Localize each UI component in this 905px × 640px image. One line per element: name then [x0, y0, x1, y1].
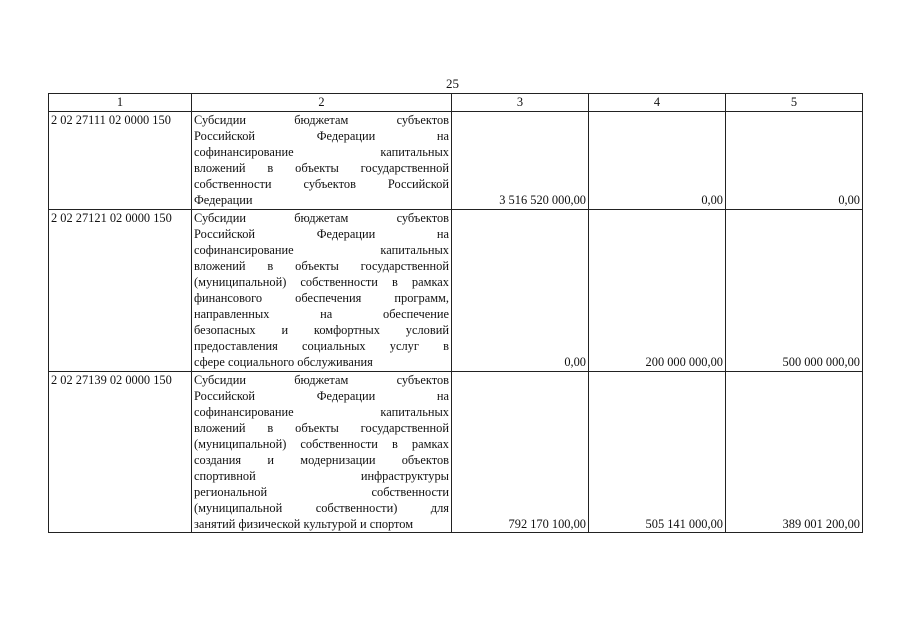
- amount-col3: 3 516 520 000,00: [452, 112, 589, 210]
- income-name: [192, 209, 452, 371]
- income-name-line: вложений в объекты государственной: [194, 258, 449, 273]
- table-row: [49, 209, 863, 371]
- income-name-line: (муниципальной) собственности в рамках: [194, 274, 449, 289]
- income-name-line: Российской Федерации на: [194, 388, 449, 403]
- budget-code: 2 02 27139 02 0000 150: [49, 371, 192, 533]
- income-name-line: направленных на обеспечение: [194, 307, 449, 322]
- income-name-line: Российской Федерации на: [194, 129, 449, 144]
- income-name-line: (муниципальной собственности) для: [194, 501, 449, 516]
- income-name-line: собственности субъектов Российской: [194, 177, 449, 192]
- income-name-line: Субсидии бюджетам субъектов: [194, 210, 449, 225]
- income-name-line: Федерации: [194, 193, 253, 208]
- amount-col3: 0,00: [452, 209, 589, 371]
- amount-col3: 792 170 100,00: [452, 371, 589, 533]
- table-header-row: [49, 94, 863, 112]
- budget-table: [48, 93, 863, 533]
- income-name-line: (муниципальной) собственности в рамках: [194, 436, 449, 451]
- budget-code: 2 02 27121 02 0000 150: [49, 209, 192, 371]
- income-name-line: Субсидии бюджетам субъектов: [194, 372, 449, 387]
- income-name-line: софинансирование капитальных: [194, 404, 449, 419]
- income-name-line: вложений в объекты государственной: [194, 420, 449, 435]
- income-name-line: Субсидии бюджетам субъектов: [194, 113, 449, 127]
- income-name: [192, 371, 452, 533]
- amount-col4: 200 000 000,00: [589, 209, 726, 371]
- income-name-line: софинансирование капитальных: [194, 145, 449, 160]
- amount-col4: 0,00: [589, 112, 726, 210]
- column-header: 5: [726, 94, 863, 112]
- amount-col5: 500 000 000,00: [726, 209, 863, 371]
- amount-col5: 0,00: [726, 112, 863, 210]
- amount-col4: 505 141 000,00: [589, 371, 726, 533]
- amount-col5: 389 001 200,00: [726, 371, 863, 533]
- income-name-line: предоставления социальных услуг в: [194, 339, 449, 354]
- income-name-line: занятий физической культурой и спортом: [194, 517, 414, 532]
- income-name-line: софинансирование капитальных: [194, 242, 449, 257]
- income-name-line: спортивной инфраструктуры: [194, 469, 449, 484]
- income-name-line: вложений в объекты государственной: [194, 161, 449, 176]
- income-name-line: Российской Федерации на: [194, 226, 449, 241]
- page-number: 25: [446, 76, 459, 91]
- budget-code: 2 02 27111 02 0000 150: [49, 112, 192, 210]
- column-header: 3: [452, 94, 589, 112]
- income-name-line: региональной собственности: [194, 485, 449, 500]
- column-header: 4: [589, 94, 726, 112]
- column-header: 1: [49, 94, 192, 112]
- table-row: [49, 371, 863, 533]
- column-header: 2: [192, 94, 452, 112]
- income-name-line: финансового обеспечения программ,: [194, 291, 449, 306]
- income-name-line: сфере социального обслуживания: [194, 355, 373, 370]
- income-name-line: безопасных и комфортных условий: [194, 323, 449, 338]
- income-name-line: создания и модернизации объектов: [194, 452, 449, 467]
- table-row: [49, 112, 863, 210]
- income-name: [192, 112, 452, 210]
